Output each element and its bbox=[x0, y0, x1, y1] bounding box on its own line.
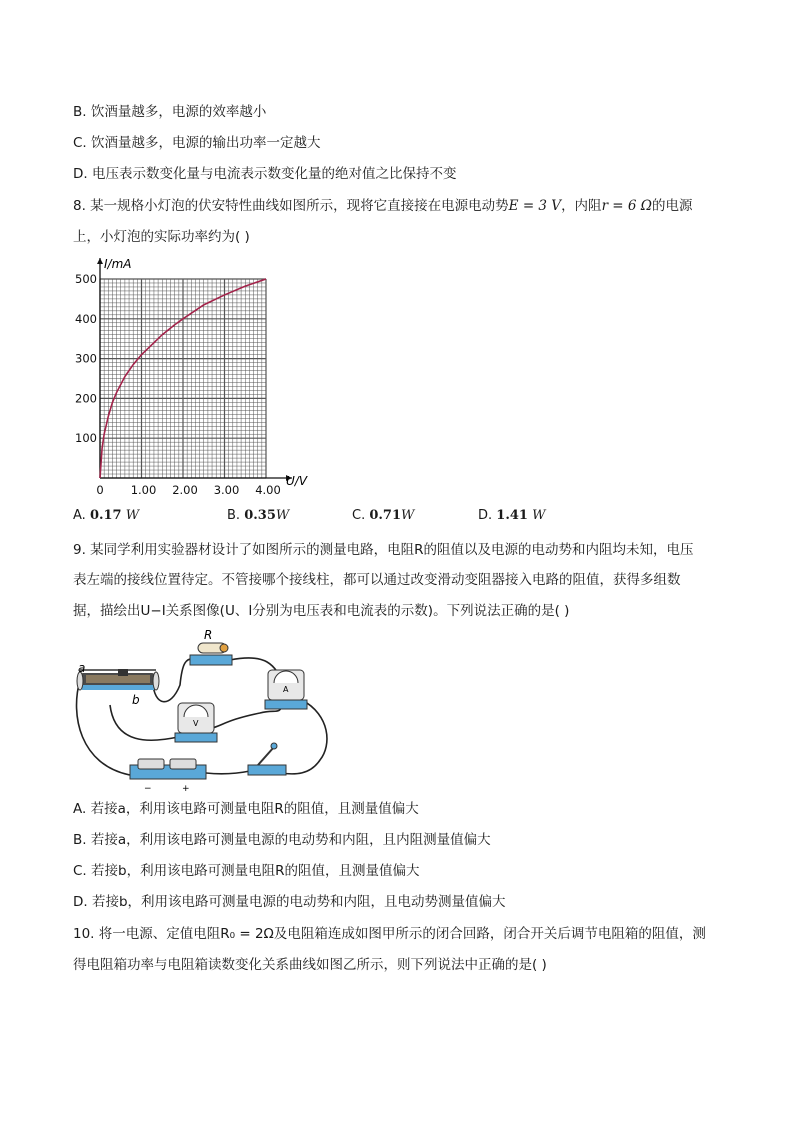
q8-option-d bbox=[478, 508, 545, 523]
q8-option-value: 0.17 bbox=[89, 508, 122, 523]
battery bbox=[130, 759, 206, 779]
wire bbox=[77, 680, 132, 775]
q8-option-b bbox=[227, 508, 289, 523]
x-tick-label: 4.00 bbox=[255, 483, 281, 497]
q8-stem-text-3: 的电源 bbox=[651, 198, 693, 214]
q8-stem-line-2: 上，小灯泡的实际功率约为( ) bbox=[73, 229, 250, 245]
q8-option-unit: W bbox=[125, 508, 140, 523]
q8-stem-line-1 bbox=[73, 196, 692, 216]
chart-y-axis-label: I/mA bbox=[104, 257, 132, 271]
q8-stem-text-2: ，内阻 bbox=[561, 198, 602, 214]
x-tick-label: 0 bbox=[96, 483, 104, 497]
chart-y-ticks bbox=[75, 272, 97, 445]
q9-stem-line-1: 9. 某同学利用实验器材设计了如图所示的测量电路，电阻R的阻值以及电源的电动势和内阻均未知，电压 bbox=[73, 542, 694, 558]
chart-x-ticks bbox=[96, 483, 280, 497]
q8-internal-resistance: r = 6 Ω bbox=[601, 198, 652, 214]
q7-option-d: D. 电压表示数变化量与电流表示数变化量的绝对值之比保持不变 bbox=[73, 166, 457, 182]
q8-option-value: 0.35 bbox=[244, 508, 276, 523]
q8-option-value: 1.41 bbox=[496, 508, 528, 523]
x-tick-label: 2.00 bbox=[172, 483, 198, 497]
q8-emf: E = 3 V bbox=[508, 198, 562, 214]
iu-characteristic-chart bbox=[70, 252, 320, 504]
voltmeter-label: V bbox=[193, 719, 199, 728]
q7-option-b: B. 饮酒量越多，电源的效率越小 bbox=[73, 104, 267, 120]
x-tick-label: 1.00 bbox=[130, 483, 157, 497]
q8-option-unit: W bbox=[401, 508, 415, 523]
wire bbox=[206, 771, 250, 774]
terminal-a-label: a bbox=[78, 661, 86, 675]
q8-option-unit: W bbox=[532, 508, 546, 523]
q9-option-b: B. 若接a，利用该电路可测量电源的电动势和内阻，且内阻测量值偏大 bbox=[73, 832, 491, 848]
terminal-b-label: b bbox=[132, 693, 140, 707]
q8-option-value: 0.71 bbox=[369, 508, 402, 523]
battery-plus-label: + bbox=[182, 784, 190, 794]
switch bbox=[248, 743, 286, 775]
resistor-label: R bbox=[204, 628, 213, 642]
chart-axes bbox=[97, 258, 292, 481]
q9-stem-line-3: 据，描绘出U−I关系图像(U、I分别为电压表和电流表的示数)。下列说法正确的是( ) bbox=[73, 603, 570, 619]
q9-option-c: C. 若接b，利用该电路可测量电阻R的阻值，且测量值偏大 bbox=[73, 863, 420, 879]
q10-stem-line-2: 得电阻箱功率与电阻箱读数变化关系曲线如图乙所示，则下列说法中正确的是( ) bbox=[73, 957, 547, 973]
y-tick-label: 100 bbox=[75, 431, 97, 446]
ammeter-label: A bbox=[283, 685, 289, 694]
q8-option-unit: W bbox=[275, 508, 290, 523]
circuit-diagram bbox=[70, 625, 340, 795]
y-tick-label: 300 bbox=[75, 351, 97, 366]
q8-option-letter: C. bbox=[352, 508, 366, 523]
sliding-rheostat bbox=[77, 669, 159, 690]
q8-option-letter: A. bbox=[73, 508, 86, 523]
wire bbox=[110, 705, 178, 740]
y-tick-label: 500 bbox=[75, 272, 97, 286]
y-axis-arrow bbox=[97, 258, 103, 264]
q7-option-c: C. 饮酒量越多，电源的输出功率一定越大 bbox=[73, 135, 321, 151]
q9-stem-line-2: 表左端的接线位置待定。不管接哪个接线柱，都可以通过改变滑动变阻器接入电路的阻值，获得多组数 bbox=[73, 572, 681, 588]
chart-x-axis-label: U/V bbox=[286, 474, 308, 488]
battery-minus-label: − bbox=[144, 784, 152, 794]
q9-option-d: D. 若接b，利用该电路可测量电源的电动势和内阻，且电动势测量值偏大 bbox=[73, 894, 506, 910]
q8-option-a bbox=[73, 508, 139, 523]
resistor bbox=[190, 643, 232, 665]
q8-option-letter: D. bbox=[478, 508, 493, 523]
q9-option-a: A. 若接a，利用该电路可测量电阻R的阻值，且测量值偏大 bbox=[73, 801, 419, 817]
q8-option-c bbox=[352, 508, 414, 523]
x-tick-label: 3.00 bbox=[213, 483, 240, 497]
wire bbox=[280, 700, 327, 774]
q10-stem-line-1: 10. 将一电源、定值电阻R₀ = 2Ω及电阻箱连成如图甲所示的闭合回路，闭合开关后调节电阻箱的阻值，测 bbox=[73, 926, 706, 942]
y-tick-label: 400 bbox=[75, 311, 97, 326]
q8-stem-text-1: 8. 某一规格小灯泡的伏安特性曲线如图所示，现将它直接接在电源电动势 bbox=[73, 198, 509, 214]
y-tick-label: 200 bbox=[75, 391, 97, 406]
q8-option-letter: B. bbox=[227, 508, 241, 523]
